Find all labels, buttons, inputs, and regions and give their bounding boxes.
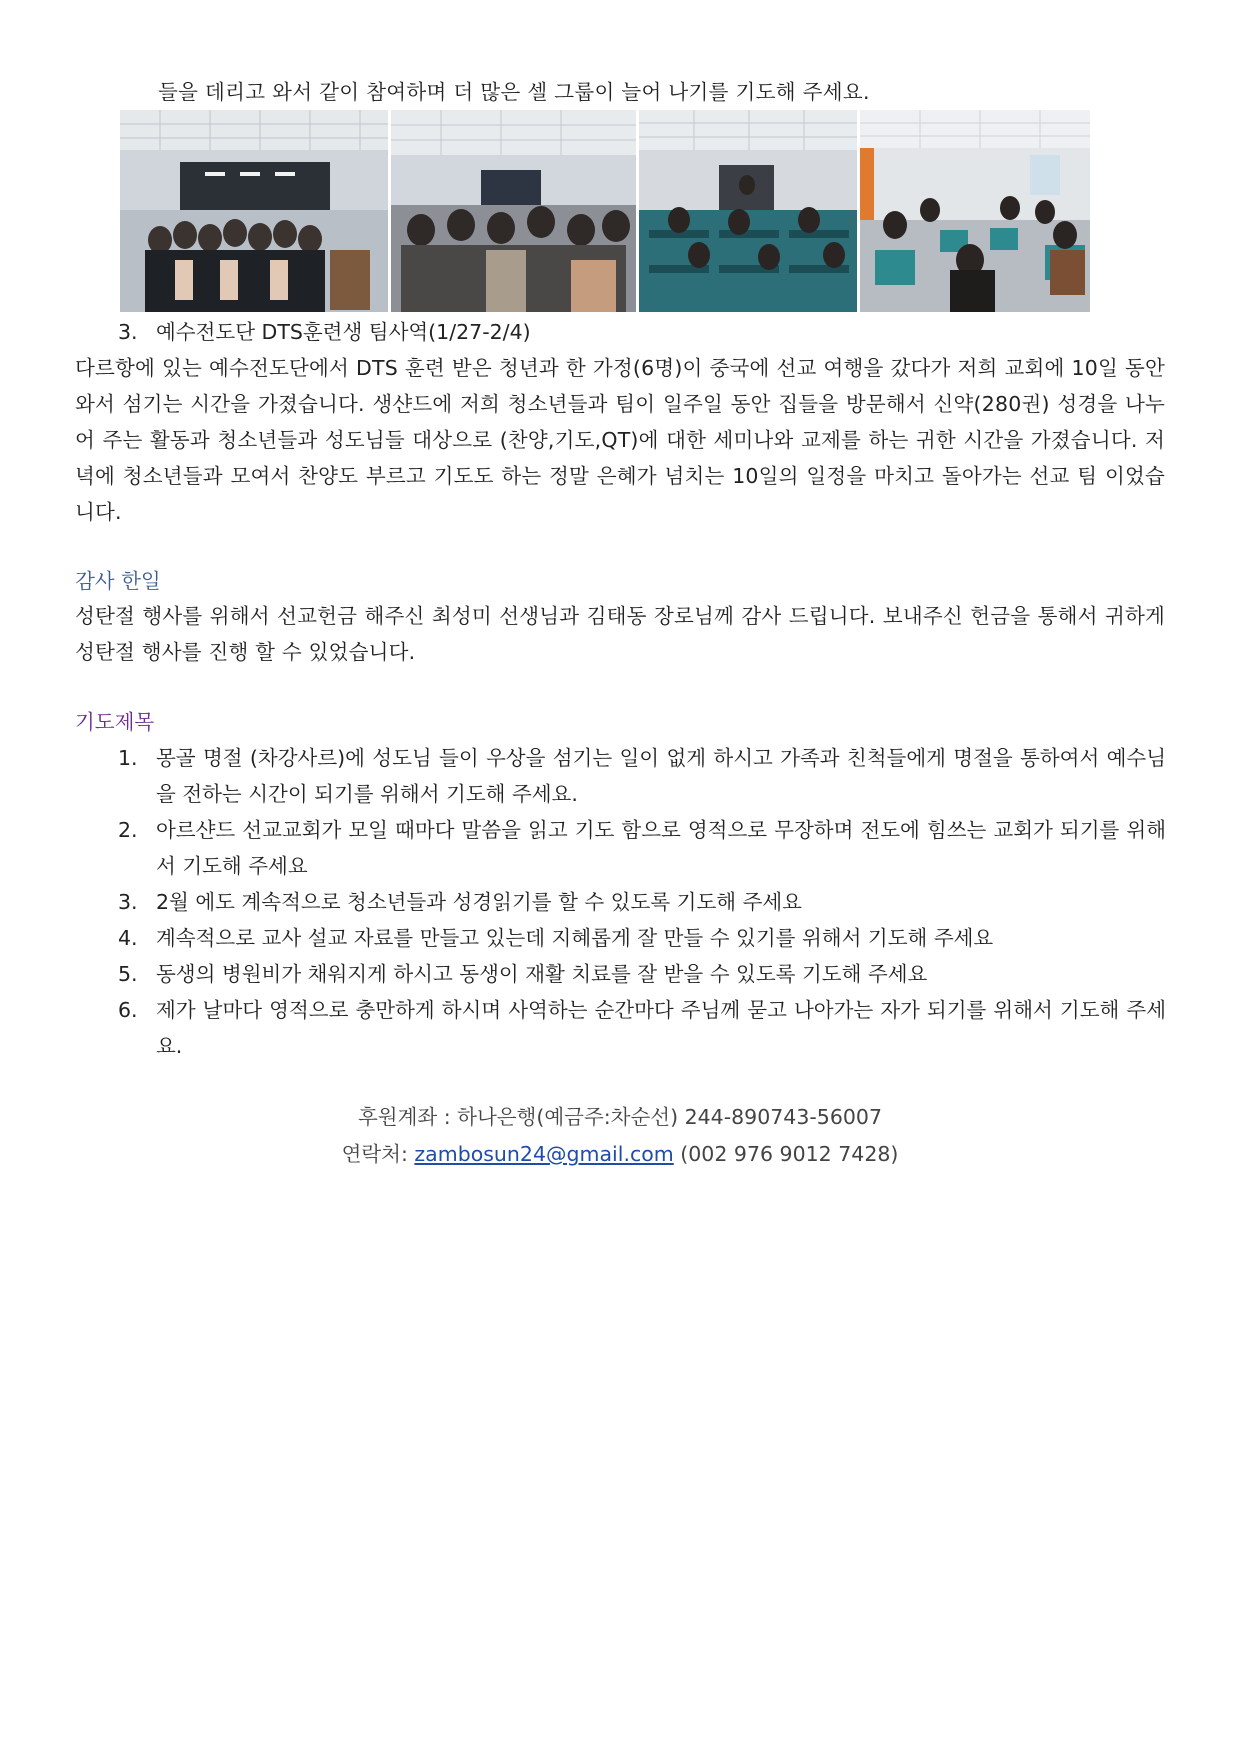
section3-title (118, 314, 1166, 350)
prayer-item-text: 몽골 명절 (차강사르)에 성도님 들이 우상을 섬기는 일이 없게 하시고 가족과 친척들에게 명절을 통하여서 예수님을 전하는 시간이 되기를 위해서 기도해 주세요. (156, 746, 1166, 806)
email-link[interactable]: zambosun24@gmail.com (414, 1142, 674, 1166)
prayer-item-number: 2. (118, 818, 138, 842)
section3-title-text: 예수전도단 DTS훈련생 팀사역(1/27-2/4) (156, 320, 531, 344)
thanks-body: 성탄절 행사를 위해서 선교헌금 해주신 최성미 선생님과 김태동 장로님께 감사 드립니다. 보내주신 헌금을 통해서 귀하게 성탄절 행사를 진행 할 수 있었습니다. (75, 604, 1165, 664)
prayer-heading: 기도제목 (75, 710, 155, 734)
prayer-item-text: 2월 에도 계속적으로 청소년들과 성경읽기를 할 수 있도록 기도해 주세요 (156, 890, 802, 914)
section3-number: 3. (118, 320, 138, 344)
contact-label: 연락처: (341, 1142, 415, 1166)
congregation-standing-photo (391, 110, 636, 312)
prayer-item (118, 992, 1166, 1064)
prayer-item (118, 884, 1166, 920)
circle-discussion-photo (860, 110, 1090, 312)
seated-worship-photo (639, 110, 857, 312)
thanks-heading: 감사 한일 (75, 569, 161, 593)
section3-body: 다르항에 있는 예수전도단에서 DTS 훈련 받은 청년과 한 가정(6명)이 중국에 선교 여행을 갔다가 저희 교회에 10일 동안 와서 섬기는 시간을 가졌습니다. 생샨드에 저희 청소년들과 팀이 일주일 동안 집들을 방문해서 신약(280권) 성경을 나누어 주는 활동과 청소년들과 성도님들 대상으로 (찬양,기도,QT)에 대한 세미나와 교제를 하는 귀한 시간을 가졌습니다. 저녁에 청소년들과 모여서 찬양도 부르고 기도도 하는 정말 은혜가 넘치는 10일의 일정을 마치고 돌아가는 선교 팀 이었습니다. (75, 356, 1165, 524)
prayer-item-text: 제가 날마다 영적으로 충만하게 하시며 사역하는 순간마다 주님께 묻고 나아가는 자가 되기를 위해서 기도해 주세요. (156, 998, 1166, 1058)
prayer-item-text: 동생의 병원비가 채워지게 하시고 동생이 재활 치료를 잘 받을 수 있도록 기도해 주세요 (156, 962, 928, 986)
prayer-item-number: 4. (118, 926, 138, 950)
worship-group-photo (120, 110, 388, 312)
donation-account: 후원계좌 : 하나은행(예금주:차순선) 244-890743-56007 (358, 1105, 882, 1129)
prayer-item-number: 6. (118, 998, 138, 1022)
photo-strip (120, 110, 1140, 312)
prayer-item (118, 920, 1166, 956)
prayer-item (118, 812, 1166, 884)
contact-phone: (002 976 9012 7428) (673, 1142, 899, 1166)
prayer-item (118, 956, 1166, 992)
prayer-item-number: 5. (118, 962, 138, 986)
prayer-item-number: 3. (118, 890, 138, 914)
prayer-item-text: 아르샨드 선교교회가 모일 때마다 말씀을 읽고 기도 함으로 영적으로 무장하며 전도에 힘쓰는 교회가 되기를 위해서 기도해 주세요 (156, 818, 1166, 878)
prayer-item-text: 계속적으로 교사 설교 자료를 만들고 있는데 지혜롭게 잘 만들 수 있기를 위해서 기도해 주세요 (156, 926, 994, 950)
prayer-item-number: 1. (118, 746, 138, 770)
contact-line (0, 1137, 1240, 1171)
intro-continuation-text: 들을 데리고 와서 같이 참여하며 더 많은 셀 그룹이 늘어 나기를 기도해 주세요. (158, 80, 870, 104)
prayer-item (118, 740, 1166, 812)
